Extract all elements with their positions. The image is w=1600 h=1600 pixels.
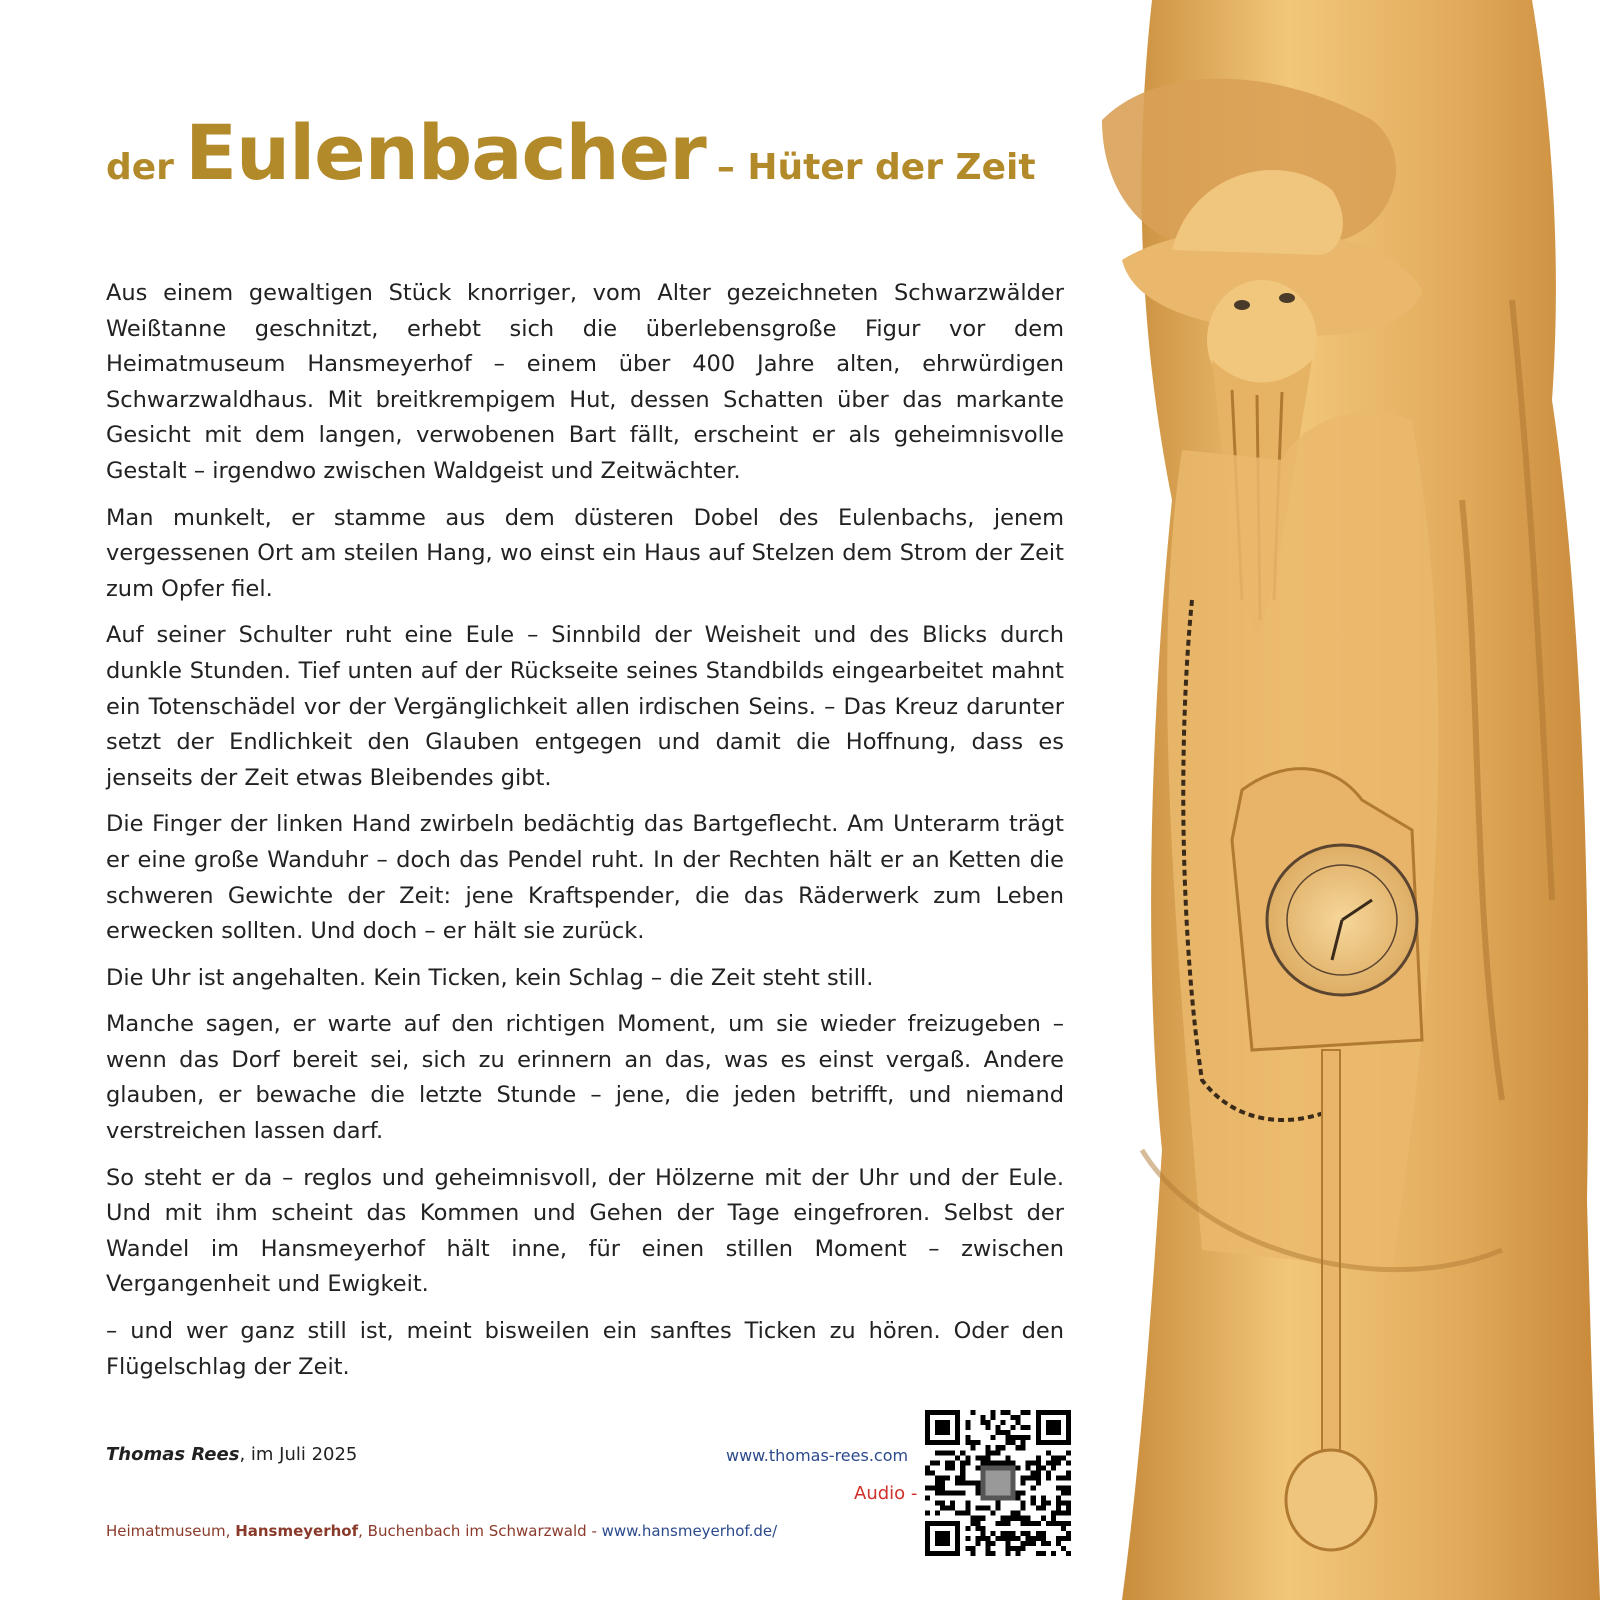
footer-link[interactable]: www.hansmeyerhof.de/ xyxy=(601,1522,778,1540)
wood-carving-figure-image xyxy=(1082,0,1600,1600)
title-prefix: der xyxy=(106,147,174,188)
website-link[interactable]: www.thomas-rees.com xyxy=(726,1446,909,1465)
author-date: , im Juli 2025 xyxy=(239,1444,358,1465)
paragraph: Manche sagen, er warte auf den richtigen Moment, um sie wieder freizugeben – wenn das Dorf bereit sei, sich zu erinnern an das, was es einst vergaß. Andere glauben, er bewache die letzte Stunde – jene, die jeden betrifft, und niemand verstreichen lassen darf. xyxy=(106,1011,1064,1145)
paragraph: Man munkelt, er stamme aus dem düsteren Dobel des Eulenbachs, jenem vergessenen Ort am steilen Hang, wo einst ein Haus auf Stelzen dem Strom der Zeit zum Opfer fiel. xyxy=(106,504,1064,602)
footer-location: , Buchenbach im Schwarzwald - xyxy=(358,1522,602,1540)
paragraph: Aus einem gewaltigen Stück knorriger, vom Alter gezeichneten Schwarzwälder Weißtanne geschnitzt, erhebt sich die überlebensgroße Figur vor dem Heimatmuseum Hansmeyerhof – einem über 400 Jahre alten, ehrwürdigen Schwarzwaldhaus. Mit breitkrempigem Hut, dessen Schatten über das markante Gesicht mit dem langen, verwobenen Bart fällt, erscheint er als geheimnisvolle Gestalt – irgendwo zwischen Waldgeist und Zeitwächter. xyxy=(106,280,1064,484)
title-suffix: – Hüter der Zeit xyxy=(716,147,1036,188)
footer-hansmeyerhof: Hansmeyerhof xyxy=(235,1522,359,1540)
footer xyxy=(106,1522,777,1540)
paragraph: – und wer ganz still ist, meint bisweilen ein sanftes Ticken zu hören. Oder den Flügelschlag der Zeit. xyxy=(106,1318,1064,1380)
paragraph: Auf seiner Schulter ruht eine Eule – Sinnbild der Weisheit und des Blicks durch dunkle Stunden. Tief unten auf der Rückseite seines Standbilds eingearbeitet mahnt ein Totenschädel vor der Vergänglichkeit allen irdischen Seins. – Das Kreuz darunter setzt der Endlichkeit den Glauben entgegen und damit die Hoffnung, dass es jenseits der Zeit etwas Bleibendes gibt. xyxy=(106,622,1064,791)
paragraph: So steht er da – reglos und geheimnisvoll, der Hölzerne mit der Uhr und der Eule. Und mit ihm scheint das Kommen und Gehen der Tage eingefroren. Selbst der Wandel im Hansmeyerhof hält inne, für einen stillen Moment – zwischen Vergangenheit und Ewigkeit. xyxy=(106,1164,1064,1298)
paragraph: Die Finger der linken Hand zwirbeln bedächtig das Bartgeflecht. Am Unterarm trägt er eine große Wanduhr – doch das Pendel ruht. In der Rechten hält er an Ketten die schweren Gewichte der Zeit: jene Kraftspender, die das Räderwerk zum Leben erwecken sollten. Und doch – er hält sie zurück. xyxy=(106,811,1064,945)
title-main: Eulenbacher xyxy=(185,108,706,197)
footer-museum: Heimatmuseum, xyxy=(106,1522,236,1540)
page-title xyxy=(106,108,1036,197)
article-body xyxy=(106,276,1064,1396)
audio-label: Audio - xyxy=(854,1483,918,1504)
author-name: Thomas Rees xyxy=(106,1444,240,1465)
author-line xyxy=(106,1444,357,1465)
paragraph: Die Uhr ist angehalten. Kein Ticken, kein Schlag – die Zeit steht still. xyxy=(106,964,874,991)
qr-code-icon[interactable] xyxy=(925,1410,1071,1556)
